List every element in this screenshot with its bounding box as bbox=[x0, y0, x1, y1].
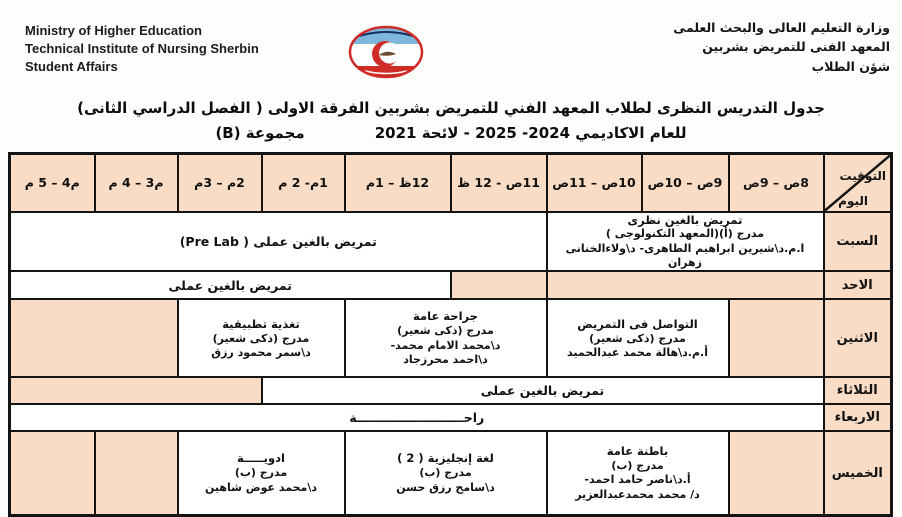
subject-text: تمريض بالغين نظرى bbox=[627, 212, 743, 227]
cell-detail-text: ا.م.د\شيرين ابراهيم الطاهرى- د\ولاءالخنانى زهران bbox=[565, 241, 805, 270]
empty-slot bbox=[95, 431, 178, 515]
schedule-cell bbox=[10, 404, 824, 431]
time-slot-header: 10ص – 11ص bbox=[547, 154, 642, 212]
schedule-cell bbox=[10, 271, 451, 299]
empty-slot bbox=[10, 299, 178, 377]
institute-logo bbox=[347, 24, 425, 80]
corner-day-label: اليوم bbox=[838, 193, 868, 208]
subject-text: تغذية تطبيقية bbox=[222, 316, 300, 331]
empty-slot bbox=[729, 431, 824, 515]
schedule-cell bbox=[547, 299, 729, 377]
title-line-1: جدول التدريس النظرى لطلاب المعهد الفني للتمريض بشربين الفرقة الاولى ( الفصل الدراسي الثانى) bbox=[77, 99, 825, 117]
empty-slot bbox=[451, 271, 547, 299]
institute-line-ar: المعهد الفنى للتمريض بشربين bbox=[702, 39, 890, 55]
time-slot-header: 12ظ – 1م bbox=[345, 154, 451, 212]
subject-text: تمريض بالغين عملى bbox=[480, 383, 605, 399]
subject-text: لغة إنجليزية ( 2 ) bbox=[397, 451, 494, 466]
empty-slot bbox=[729, 299, 824, 377]
cell-detail-text: د\محمد عوض شاهين bbox=[205, 480, 317, 494]
schedule-cell bbox=[345, 299, 547, 377]
schedule-table-container bbox=[8, 152, 893, 517]
subject-text: ادويـــــة bbox=[237, 451, 285, 466]
schedule-row bbox=[10, 212, 892, 272]
schedule-cell bbox=[262, 377, 824, 404]
schedule-row bbox=[10, 377, 892, 404]
day-label: الثلاثاء bbox=[824, 377, 892, 404]
subject-text: تمريض بالغين عملى bbox=[168, 277, 292, 293]
corner-time-label: التوقيت bbox=[839, 169, 886, 183]
schedule-cell bbox=[345, 431, 547, 515]
time-slot-header: م3 – 4 م bbox=[95, 154, 178, 212]
cell-detail-text: مدرج (ذكى شعير) bbox=[212, 331, 310, 345]
day-label: الاحد bbox=[824, 271, 892, 299]
header-arabic-block bbox=[673, 18, 890, 76]
empty-slot bbox=[547, 271, 824, 299]
header-english-block bbox=[25, 22, 259, 77]
empty-slot bbox=[10, 431, 95, 515]
schedule-row bbox=[10, 404, 892, 431]
cell-detail-text: مدرج (ب) bbox=[419, 466, 472, 480]
cell-detail-text: مدرج (ب) bbox=[234, 466, 288, 480]
schedule-cell bbox=[547, 431, 729, 515]
academic-year-text: للعام الاكاديمي 2024- 2025 - لائحة 2021 bbox=[374, 123, 687, 142]
subject-text: جراحة عامة bbox=[413, 309, 478, 324]
student-affairs-line: Student Affairs bbox=[25, 59, 118, 75]
cell-detail-text: مدرج (ب) bbox=[611, 459, 664, 473]
day-label: الاثنين bbox=[824, 299, 892, 377]
cell-detail-text: د/ محمد محمدعبدالعزير bbox=[575, 487, 700, 501]
schedule-row bbox=[10, 299, 892, 377]
group-label: مجموعة (B) bbox=[215, 123, 305, 142]
day-label: الاربعاء bbox=[824, 404, 892, 431]
ministry-line-ar: وزارة التعليم العالى والبحث العلمى bbox=[673, 20, 890, 35]
schedule-table bbox=[8, 152, 893, 517]
time-slot-header: 9ص – 10ص bbox=[642, 154, 729, 212]
time-slot-header: 1م- 2 م bbox=[262, 154, 345, 212]
day-label: الخميس bbox=[824, 431, 892, 515]
cell-detail-text: أ.م.د\هالة محمد عبدالحميد bbox=[567, 345, 708, 359]
cell-detail-text: د\سمر محمود رزق bbox=[211, 345, 311, 359]
cell-detail-text: د\محمد الامام محمد- bbox=[390, 338, 501, 352]
time-slot-header: 2م – 3م bbox=[178, 154, 262, 212]
institute-seal-icon bbox=[347, 24, 425, 80]
title-line-2 bbox=[0, 121, 902, 146]
cell-detail-text: مدرج (ذكى شعير) bbox=[397, 324, 494, 338]
student-affairs-line-ar: شؤن الطلاب bbox=[811, 58, 890, 74]
time-slot-header: 8ص – 9ص bbox=[729, 154, 824, 212]
cell-detail-text: د\سامح رزق حسن bbox=[396, 480, 495, 494]
corner-time-day-cell bbox=[824, 154, 892, 212]
schedule-cell bbox=[178, 299, 345, 377]
ministry-line: Ministry of Higher Education bbox=[25, 23, 202, 38]
schedule-cell bbox=[178, 431, 345, 515]
subject-text: تمريض بالغين عملى ( Pre Lab) bbox=[179, 233, 377, 249]
subject-text: راحـــــــــــــــــــــــــة bbox=[349, 410, 485, 426]
cell-detail-text: مدرج (أ)(المعهد التكنولوجى ) bbox=[605, 227, 765, 241]
time-slot-header: 11ص - 12 ظ bbox=[451, 154, 547, 212]
schedule-row bbox=[10, 431, 892, 515]
day-label: السبت bbox=[824, 212, 892, 272]
schedule-cell bbox=[10, 212, 547, 272]
subject-text: التواصل فى التمريض bbox=[577, 316, 698, 331]
schedule-row bbox=[10, 271, 892, 299]
cell-detail-text: د\احمد محرزجاد bbox=[403, 352, 488, 366]
empty-slot bbox=[10, 377, 262, 404]
time-slot-header: م4 – 5 م bbox=[10, 154, 95, 212]
cell-detail-text: أ.د\ناصر حامد احمد- bbox=[584, 473, 691, 487]
subject-text: باطنة عامة bbox=[606, 444, 669, 459]
schedule-cell bbox=[547, 212, 824, 272]
cell-detail-text: مدرج (ذكى شعير) bbox=[589, 331, 686, 345]
schedule-title bbox=[0, 96, 902, 146]
institute-line: Technical Institute of Nursing Sherbin bbox=[25, 41, 259, 57]
